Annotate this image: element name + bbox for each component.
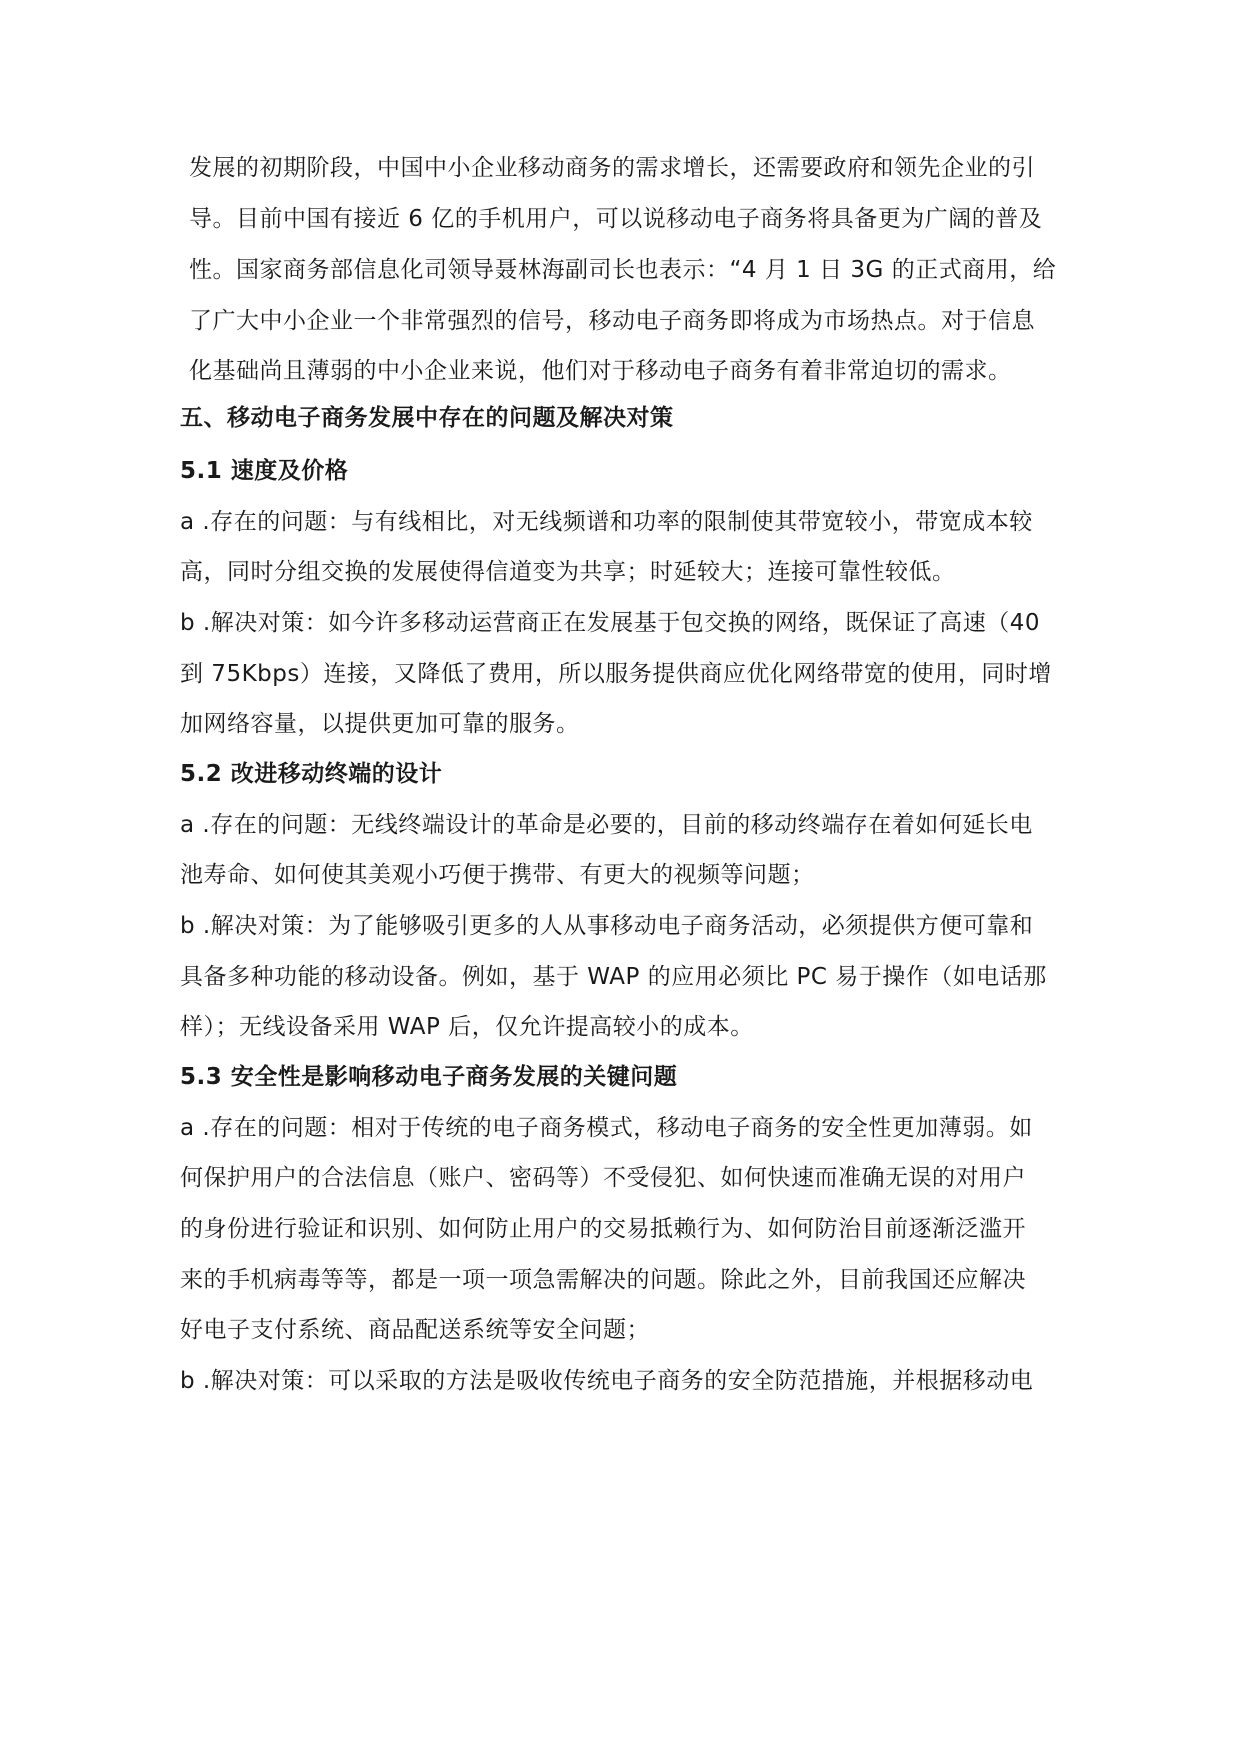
body-text-line: 加网络容量，以提供更加可靠的服务。 [180,711,580,737]
body-text-line: 性。国家商务部信息化司领导聂林海副司长也表示：“4 月 1 日 3G 的正式商用，给 [189,257,1057,283]
body-text-line: 高，同时分组交换的发展使得信道变为共享；时延较大；连接可靠性较低。 [180,559,956,585]
body-text-line: 了广大中小企业一个非常强烈的信号，移动电子商务即将成为市场热点。对于信息 [189,308,1035,334]
body-text-line: 到 75Kbps）连接，又降低了费用，所以服务提供商应优化网络带宽的使用，同时增 [180,661,1052,687]
body-text-line: b .解决对策：如今许多移动运营商正在发展基于包交换的网络，既保证了高速（40 [180,610,1040,636]
body-text-line: a .存在的问题：相对于传统的电子商务模式，移动电子商务的安全性更加薄弱。如 [180,1115,1033,1141]
body-text-line: 来的手机病毒等等，都是一项一项急需解决的问题。除此之外，目前我国还应解决 [180,1267,1026,1293]
body-text-line: a .存在的问题：与有线相比，对无线频谱和功率的限制使其带宽较小，带宽成本较 [180,509,1033,535]
body-text-line: 化基础尚且薄弱的中小企业来说，他们对于移动电子商务有着非常迫切的需求。 [189,358,1012,384]
body-text-line: 池寿命、如何使其美观小巧便于携带、有更大的视频等问题； [180,862,815,888]
body-text-line: b .解决对策：为了能够吸引更多的人从事移动电子商务活动，必须提供方便可靠和 [180,913,1034,939]
subsection-heading: 5.1 速度及价格 [180,458,349,484]
body-text-line: 导。目前中国有接近 6 亿的手机用户，可以说移动电子商务将具备更为广阔的普及 [189,206,1043,232]
body-text-line: 的身份进行验证和识别、如何防止用户的交易抵赖行为、如何防治目前逐渐泛滥开 [180,1216,1026,1242]
body-text-line: a .存在的问题：无线终端设计的革命是必要的，目前的移动终端存在着如何延长电 [180,812,1033,838]
body-text-line: b .解决对策：可以采取的方法是吸收传统电子商务的安全防范措施，并根据移动电 [180,1368,1034,1394]
body-text-line: 发展的初期阶段，中国中小企业移动商务的需求增长，还需要政府和领先企业的引 [189,155,1035,181]
subsection-heading: 5.3 安全性是影响移动电子商务发展的关键问题 [180,1064,678,1090]
body-text-line: 好电子支付系统、商品配送系统等安全问题； [180,1317,650,1343]
body-text-line: 样）；无线设备采用 WAP 后，仅允许提高较小的成本。 [180,1014,754,1040]
section-heading: 五、移动电子商务发展中存在的问题及解决对策 [180,405,674,431]
subsection-heading: 5.2 改进移动终端的设计 [180,761,443,787]
body-text-line: 具备多种功能的移动设备。例如，基于 WAP 的应用必须比 PC 易于操作（如电话那 [180,964,1047,990]
body-text-line: 何保护用户的合法信息（账户、密码等）不受侵犯、如何快速而准确无误的对用户 [180,1165,1026,1191]
